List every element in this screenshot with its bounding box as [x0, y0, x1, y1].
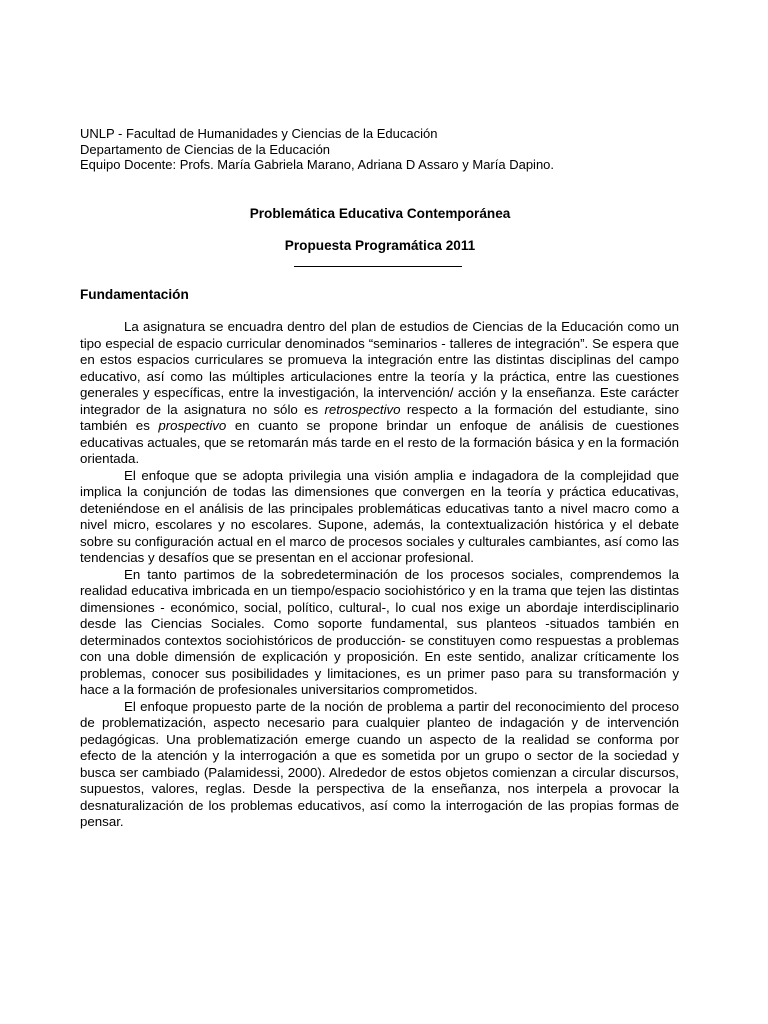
header-department: Departamento de Ciencias de la Educación [80, 141, 331, 157]
section-heading: Fundamentación [80, 287, 189, 302]
title-underline [294, 266, 462, 267]
emphasis-prospectivo: prospectivo [158, 418, 227, 433]
paragraph: La asignatura se encuadra dentro del plan de estudios de Ciencias de la Educación como un tipo especial de espacio curricular denominados “seminarios - talleres de integración”. Se espera que en estos espacios curriculares se promueva la integración entre las distintas disciplinas del campo educativo, así como las múltiples articulaciones entre la teoría y la práctica, entre las cuestiones generales y específicas, entre la investigación, la intervención/ acción y la enseñanza. Este carácter integrador de la asignatura no sólo es retrospectivo respecto a la formación del estudiante, sino también es prospectivo en cuanto se propone brindar un enfoque de análisis de cuestiones educativas actuales, que se retomarán más tarde en el resto de la formación básica y en la formación orientada. [80, 319, 679, 466]
document-body [80, 319, 679, 831]
document-header [80, 126, 554, 173]
header-teaching-team: Equipo Docente: Profs. María Gabriela Marano, Adriana D Assaro y María Dapino. [80, 157, 555, 172]
paragraph: En tanto partimos de la sobredeterminación de los procesos sociales, comprendemos la realidad educativa imbricada en un tiempo/espacio sociohistórico y en la trama que tejen las distintas dimensiones - económico, social, político, cultural-, lo cual nos exige un abordaje interdisciplinario desde las Ciencias Sociales. Como soporte fundamental, sus planteos -situados también en determinados contextos sociohistóricos de producción- se constituyen como respuestas a problemas con una doble dimensión de explicación y proposición. En este sentido, analizar críticamente los problemas, conocer sus posibilidades y limitaciones, es un primer paso para su transformación y hace a la formación de profesionales universitarios comprometidos. [80, 566, 679, 697]
paragraph: El enfoque propuesto parte de la noción de problema a partir del reconocimiento del proceso de problematización, aspecto necesario para cualquier planteo de indagación y de intervención pedagógicas. Una problematización emerge cuando un aspecto de la realidad se conforma por efecto de la atención y la interrogación a que es sometida por un grupo o sector de la sociedad y busca ser cambiado (Palamidessi, 2000). Alrededor de estos objetos comienzan a circular discursos, supuestos, valores, reglas. Desde la perspectiva de la enseñanza, nos interpela a provocar la desnaturalización de los problemas educativos, así como la interrogación de las propias formas de pensar. [80, 698, 679, 829]
paragraph: El enfoque que se adopta privilegia una visión amplia e indagadora de la complejidad que implica la conjunción de todas las dimensiones que convergen en la teoría y práctica educativas, deteniéndose en el análisis de las principales problemáticas educativas tanto a nivel macro como a nivel micro, escolares y no escolares. Supone, además, la contextualización histórica y el debate sobre su configuración actual en el marco de procesos sociales y culturales cambiantes, así como las tendencias y desafíos que se presentan en el accionar profesional. [80, 467, 679, 565]
emphasis-retrospectivo: retrospectivo [324, 401, 401, 417]
header-institution: UNLP - Facultad de Humanidades y Ciencias de la Educación [80, 126, 438, 141]
course-title: Problemática Educativa Contemporánea [249, 206, 511, 221]
program-subtitle: Propuesta Programática 2011 [284, 238, 476, 253]
